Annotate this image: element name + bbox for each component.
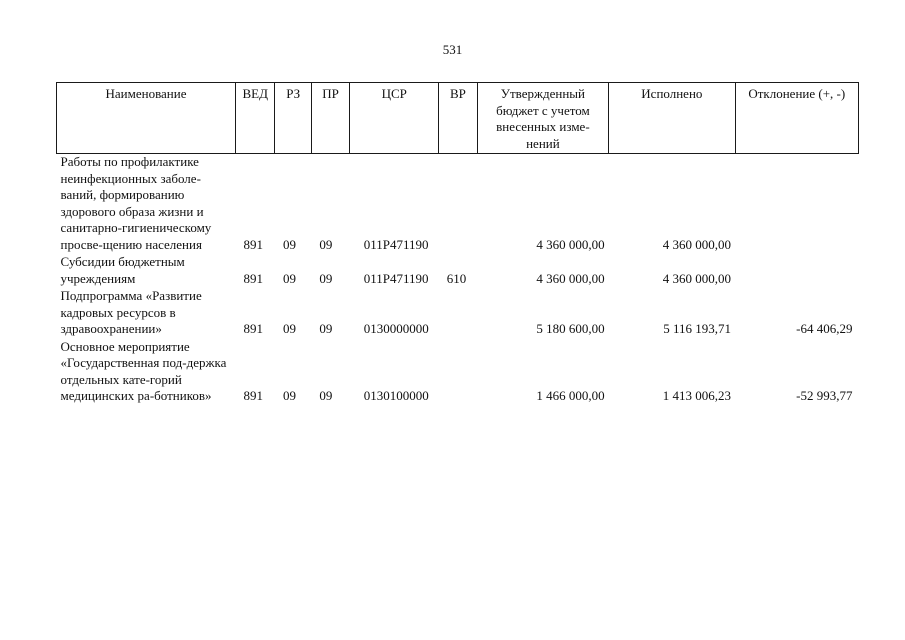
row-rz: 09 <box>282 388 296 403</box>
row-ved: 891 <box>243 388 263 403</box>
row-name: Основное мероприятие «Государственная под-держка отдельных кате-горий медицинских ра-ботников» <box>60 338 227 403</box>
row-name: Работы по профилактике неинфекционных заболе-ваний, формированию здорового образа жизни и санитарно-гигиеническому просве-щению населения <box>60 154 212 252</box>
header-csr: ЦСР <box>350 83 439 154</box>
header-vr: ВР <box>439 83 477 154</box>
header-approved-budget: Утвержденный бюджет с учетом внесенных изме-нений <box>477 83 608 154</box>
row-ved: 891 <box>243 236 263 252</box>
row-pr: 09 <box>319 270 333 286</box>
row-rz: 09 <box>282 236 296 252</box>
header-name: Наименование <box>57 83 236 154</box>
row-name: Субсидии бюджетным учреждениям <box>60 254 185 286</box>
row-pr: 09 <box>319 321 333 336</box>
table-row <box>57 288 859 339</box>
row-deviation <box>735 154 858 255</box>
row-pr: 09 <box>319 388 333 403</box>
row-rz: 09 <box>282 321 296 336</box>
page-number: 531 <box>442 42 463 57</box>
row-executed: 4 360 000,00 <box>662 236 732 252</box>
header-deviation: Отклонение (+, -) <box>735 83 858 154</box>
row-csr: 0130100000 <box>363 388 429 403</box>
row-csr: 0130000000 <box>363 321 429 336</box>
row-vr <box>439 288 477 339</box>
row-approved: 1 466 000,00 <box>536 388 605 403</box>
row-deviation: -52 993,77 <box>796 388 853 403</box>
row-approved: 4 360 000,00 <box>536 236 605 252</box>
table-header-row <box>57 83 859 154</box>
row-ved: 891 <box>243 321 263 336</box>
header-pr: ПР <box>311 83 349 154</box>
row-ved: 891 <box>243 270 263 286</box>
row-deviation: -64 406,29 <box>796 321 853 336</box>
row-executed: 4 360 000,00 <box>662 270 732 286</box>
header-ved: ВЕД <box>236 83 275 154</box>
header-rz: РЗ <box>275 83 311 154</box>
row-pr: 09 <box>319 236 333 252</box>
row-csr: 011Р471190 <box>363 270 429 286</box>
table-row <box>57 339 859 406</box>
row-deviation <box>735 254 858 288</box>
row-approved: 5 180 600,00 <box>536 321 605 336</box>
row-csr: 011Р471190 <box>363 236 429 252</box>
row-executed: 1 413 006,23 <box>662 388 732 403</box>
row-vr <box>439 339 477 406</box>
row-approved: 4 360 000,00 <box>536 270 605 286</box>
row-rz: 09 <box>282 270 296 286</box>
row-vr <box>439 154 477 255</box>
row-executed: 5 116 193,71 <box>663 321 732 336</box>
table-row <box>57 254 859 288</box>
row-name: Подпрограмма «Развитие кадровых ресурсов в здравоохранении» <box>60 288 202 336</box>
row-vr: 610 <box>446 270 467 286</box>
budget-execution-table <box>56 82 859 406</box>
table-row <box>57 154 859 255</box>
header-executed: Исполнено <box>609 83 735 154</box>
